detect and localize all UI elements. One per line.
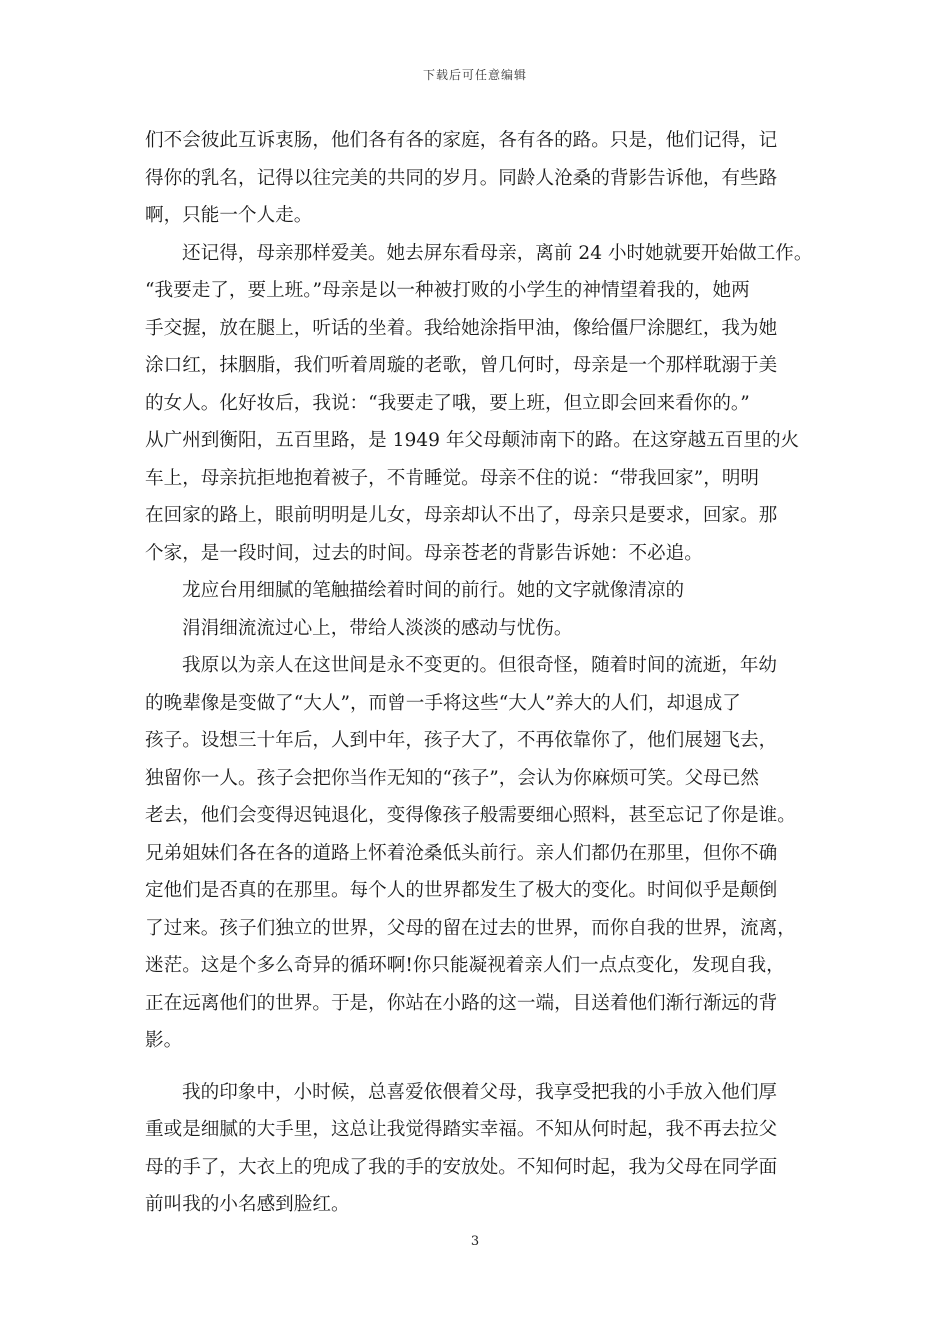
body-line: “我要走了，要上班。”母亲是以一种被打败的小学生的神情望着我的，她两 xyxy=(145,280,750,301)
body-line: 老去，他们会变得迟钝退化，变得像孩子般需要细心照料，甚至忘记了你是谁。 xyxy=(145,805,796,826)
body-line: 的晚辈像是变做了“大人”，而曾一手将这些“大人”养大的人们，却退成了 xyxy=(145,692,741,714)
body-line: 了过来。孩子们独立的世界，父母的留在过去的世界，而你自我的世界，流离， xyxy=(145,917,796,939)
body-line: 定他们是否真的在那里。每个人的世界都发生了极大的变化。时间似乎是颠倒 xyxy=(145,880,778,901)
body-line: 兄弟姐妹们各在各的道路上怀着沧桑低头前行。亲人们都仍在那里，但你不确 xyxy=(145,842,778,864)
body-line: 涂口红，抹胭脂，我们听着周璇的老歌，曾几何时，母亲是一个那样耽溺于美 xyxy=(145,355,778,376)
body-line: 们不会彼此互诉衷肠，他们各有各的家庭，各有各的路。只是，他们记得，记 xyxy=(145,130,778,151)
body-line: 涓涓细流流过心上，带给人淡淡的感动与忧伤。 xyxy=(182,617,573,639)
body-line: 迷茫。这是个多么奇异的循环啊!你只能凝视着亲人们一点点变化，发现自我， xyxy=(145,955,785,976)
page-header: 下载后可任意编辑 xyxy=(422,68,527,82)
body-line: 重或是细腻的大手里，这总让我觉得踏实幸福。不知从何时起，我不再去拉父 xyxy=(145,1119,778,1140)
body-line: 从广州到衡阳，五百里路，是 1949 年父母颠沛南下的路。在这穿越五百里的火 xyxy=(145,430,800,451)
document-body xyxy=(145,122,813,1224)
body-line: 前叫我的小名感到脸红。 xyxy=(145,1194,350,1215)
body-line: 手交握，放在腿上，听话的坐着。我给她涂指甲油，像给僵尸涂腮红，我为她 xyxy=(145,317,778,339)
body-line: 孩子。设想三十年后，人到中年，孩子大了，不再依靠你了，他们展翅飞去， xyxy=(145,730,778,751)
body-line: 母的手了，大衣上的兜成了我的手的安放处。不知何时起，我为父母在同学面 xyxy=(145,1156,778,1178)
paragraph-start-line: 我的印象中，小时候，总喜爱依偎着父母，我享受把我的小手放入他们厚 xyxy=(182,1081,778,1103)
body-line: 独留你一人。孩子会把你当作无知的“孩子”，会认为你麻烦可笑。父母已然 xyxy=(145,767,760,789)
paragraph-start-line: 我原以为亲人在这世间是永不变更的。但很奇怪，随着时间的流逝，年幼 xyxy=(182,655,778,676)
body-line: 影。 xyxy=(145,1030,183,1051)
paragraph-start-line: 龙应台用细腻的笔触描绘着时间的前行。她的文字就像清凉的 xyxy=(182,580,685,601)
body-line: 个家，是一段时间，过去的时间。母亲苍老的背影告诉她：不必追。 xyxy=(145,542,703,564)
body-line: 在回家的路上，眼前明明是儿女，母亲却认不出了，母亲只是要求，回家。那 xyxy=(145,505,778,526)
body-line: 的女人。化好妆后，我说：“我要走了哦，要上班，但立即会回来看你的。” xyxy=(145,392,750,414)
body-line: 正在远离他们的世界。于是，你站在小路的这一端，目送着他们渐行渐远的背 xyxy=(145,992,778,1014)
page-number: 3 xyxy=(470,1234,480,1249)
body-line: 车上，母亲抗拒地抱着被子，不肯睡觉。母亲不住的说：“带我回家”，明明 xyxy=(145,467,760,489)
paragraph-start-line: 还记得，母亲那样爱美。她去屏东看母亲，离前 24 小时她就要开始做工作。 xyxy=(182,242,813,264)
body-line: 得你的乳名，记得以往完美的共同的岁月。同龄人沧桑的背影告诉他，有些路 xyxy=(145,167,778,189)
body-line: 啊，只能一个人走。 xyxy=(145,205,313,226)
